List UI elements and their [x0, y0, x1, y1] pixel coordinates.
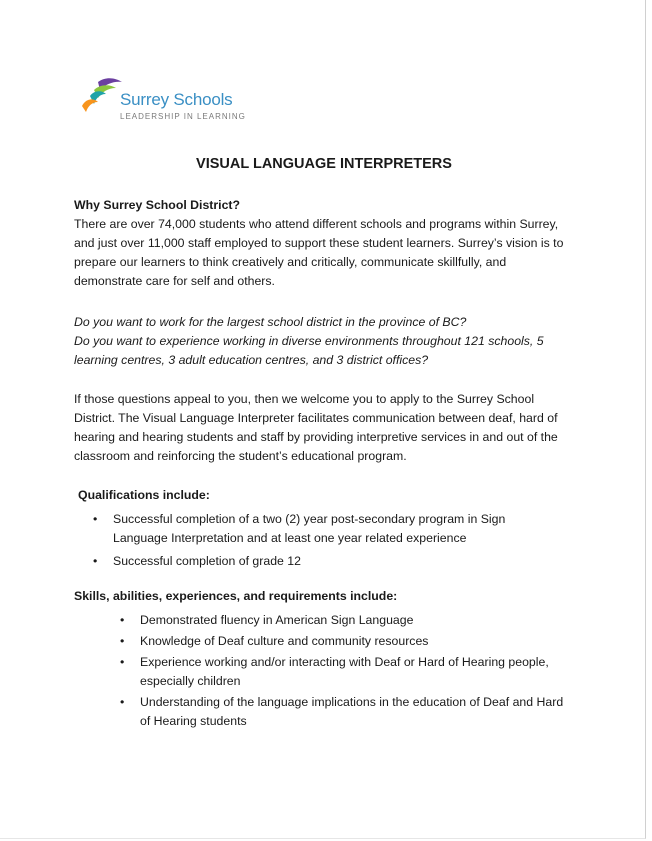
- list-item: • Demonstrated fluency in American Sign Language: [140, 611, 570, 630]
- logo-name: Surrey Schools: [120, 90, 233, 109]
- list-item: • Knowledge of Deaf culture and community resources: [140, 632, 570, 651]
- bullet-icon: •: [120, 634, 125, 648]
- questions-section: [74, 313, 574, 370]
- qualifications-heading-text: Qualifications include:: [78, 488, 210, 502]
- surrey-schools-logo: [80, 76, 280, 126]
- bullet-icon: •: [120, 613, 125, 627]
- intro-section: [74, 390, 574, 466]
- bullet-icon: •: [93, 554, 98, 568]
- intro-paragraph: If those questions appeal to you, then we welcome you to apply to the Surrey School District. The Visual Language Interpreter facilitates communication between deaf, hard of hearing and hearing students and staff by providing interpretive services in and out of the classroom and reinforcing the student’s educational program.: [74, 392, 558, 463]
- skills-heading-text: Skills, abilities, experiences, and requirements include:: [74, 589, 398, 603]
- qualifications-heading: [78, 486, 578, 505]
- why-section: [74, 196, 574, 291]
- question-1: Do you want to work for the largest school district in the province of BC?: [74, 315, 467, 329]
- list-item: • Experience working and/or interacting with Deaf or Hard of Hearing people, especially children: [120, 655, 549, 688]
- skills-list: [120, 611, 570, 731]
- logo-tagline: LEADERSHIP IN LEARNING: [120, 112, 246, 121]
- bullet-icon: •: [120, 695, 125, 709]
- qualifications-list: [93, 510, 553, 571]
- bullet-icon: •: [120, 655, 125, 669]
- why-body: There are over 74,000 students who attend different schools and programs within Surrey, and just over 11,000 staff employed to support these student learners. Surrey’s vision is to prepare our learners to think creatively and critically, communicate skillfully, and demonstrate care for self and others.: [74, 217, 564, 288]
- logo-swoosh-icon: [80, 76, 122, 116]
- list-item: • Successful completion of a two (2) year post-secondary program in Sign Language Interpretation and at least one year related experience: [93, 512, 506, 545]
- list-item: • Understanding of the language implications in the education of Deaf and Hard of Hearing students: [120, 695, 564, 728]
- list-item: • Successful completion of grade 12: [113, 552, 553, 571]
- page-title: VISUAL LANGUAGE INTERPRETERS: [196, 156, 452, 172]
- skills-heading: [74, 587, 574, 606]
- question-2: Do you want to experience working in diverse environments throughout 121 schools, 5 learning centres, 3 adult education centres, and 3 district offices?: [74, 334, 544, 367]
- bullet-icon: •: [93, 512, 98, 526]
- why-heading: Why Surrey School District?: [74, 198, 241, 212]
